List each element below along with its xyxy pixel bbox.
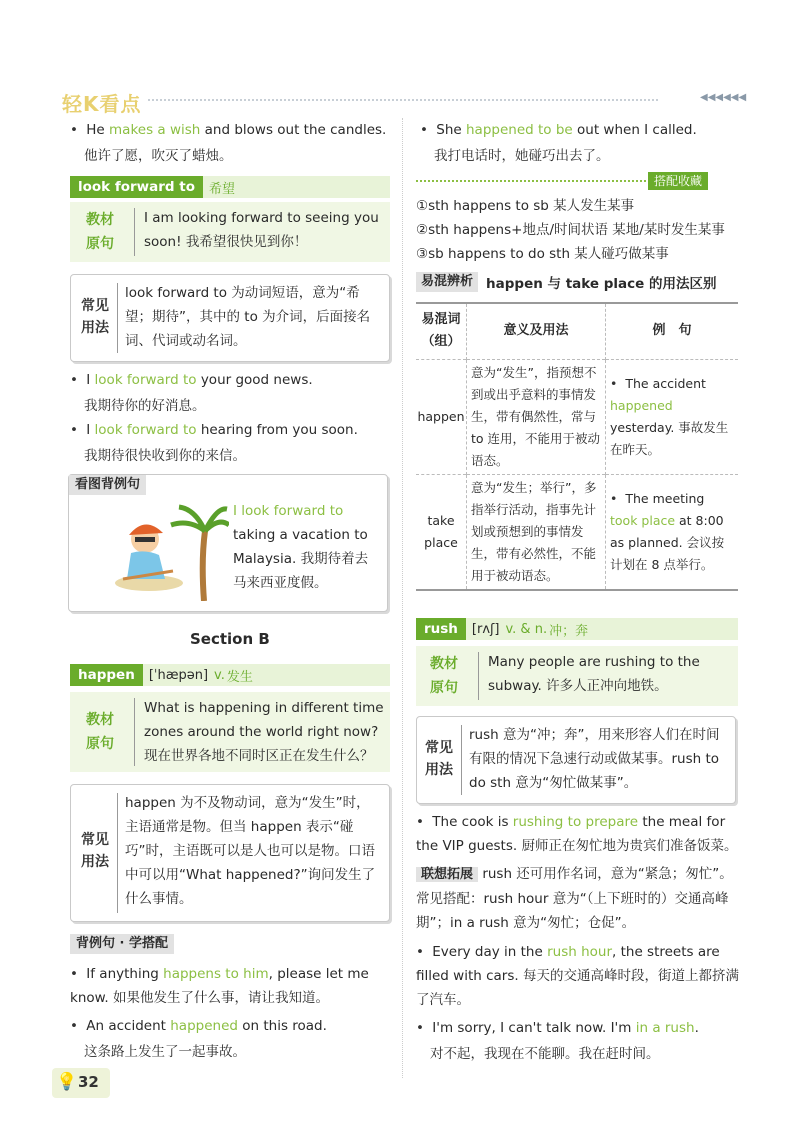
column-divider: [402, 118, 403, 1078]
usage-text: happen 为不及物动词，意为“发生”时，主语通常是物。但当 happen 表示“碰巧”时，主语既可以是人也可以是物。口语中可以用“What happened?”询问发生了什么事情。: [125, 795, 376, 907]
page-number: 32: [78, 1073, 99, 1091]
lightbulb-icon: 💡: [56, 1072, 78, 1092]
example-translation: 对不起，我现在不能聊。我在赶时间。: [430, 1046, 660, 1062]
vocab-meaning: 发生: [226, 669, 253, 685]
section-title: Section B: [190, 630, 270, 648]
usage-text: rush 意为“冲；奔”，用来形容人们在时间有限的情况下急速行动或做某事。rush to do sth 意为“匆忙做某事”。: [469, 727, 720, 791]
table-row: [416, 359, 738, 474]
vocab-tag: look forward to: [70, 176, 203, 198]
usage-box: [70, 784, 390, 922]
collect-label: 搭配收藏: [648, 172, 708, 190]
example-sentence: • Every day in the rush hour, the streets are filled with cars. 每天的交通高峰时段，街道上都挤满了汽车。: [416, 940, 742, 1012]
header-arrows: ◀◀◀◀◀◀: [700, 92, 747, 103]
example-translation: 他许了愿，吹灭了蜡烛。: [84, 148, 233, 164]
vocab-meaning: 冲；奔: [549, 623, 589, 639]
picture-label: 看图背例句: [69, 475, 146, 495]
source-label: 教材 原句: [430, 656, 458, 696]
example-translation: 我期待很快收到你的来信。: [84, 448, 246, 464]
source-text: Many people are rushing to the subway. 许多人正冲向地铁。: [488, 654, 700, 694]
table-header: 易混词（组）: [416, 303, 467, 359]
vocab-meaning: 希望: [209, 181, 236, 197]
phonetic: [rʌʃ]: [471, 621, 500, 637]
picture-example-box: [68, 474, 388, 612]
compare-header: [416, 272, 738, 292]
example-sentence: • If anything happens to him, please let me know. 如果他发生了什么事，请让我知道。: [70, 962, 390, 1010]
source-text: I am looking forward to seeing you soon! 我希望很快见到你！: [144, 210, 379, 250]
part-of-speech: v. & n.: [505, 621, 548, 637]
compare-label: 易混辨析: [416, 272, 478, 292]
usage-label: 常见 用法: [425, 740, 453, 778]
usage-box: [416, 716, 736, 804]
example-translation: 这条路上发生了一起事故。: [84, 1044, 246, 1060]
compare-table: [416, 302, 738, 591]
header-dotted-rule: [148, 99, 658, 101]
vocab-tag: happen: [70, 664, 143, 686]
example-sentence: • She happened to be out when I called.: [420, 118, 740, 142]
table-header: 例 句: [652, 323, 692, 339]
table-cell-word: happen: [416, 359, 467, 474]
pattern-item: ②sth happens+地点/时间状语 某地/某时发生某事: [416, 222, 725, 238]
table-cell-usage: 意为“发生；举行”，多指举行活动，指事先计划或预想到的事情发生，带有必然性，不能用于被动语态。: [467, 474, 606, 590]
vocab-tag-bar: [416, 618, 738, 640]
table-cell-example: • The meeting took place at 8:00 as planned. 会议按计划在 8 点举行。: [606, 474, 739, 590]
page-number-badge: [52, 1068, 110, 1098]
divider: [117, 793, 118, 913]
source-label: 教材 原句: [86, 712, 114, 752]
example-sentence: • The cook is rushing to prepare the meal for the VIP guests. 厨师正在匆忙地为贵宾们准备饭菜。: [416, 810, 742, 858]
source-text: What is happening in different time zones around the world right now? 现在世界各地不同时区正在发生什么？: [144, 700, 384, 764]
table-header: 意义及用法: [467, 303, 606, 359]
extend-label: 联想拓展: [416, 867, 478, 882]
table-cell-word: take place: [416, 474, 467, 590]
header-logo-text: 轻K看点: [62, 92, 142, 116]
example-sentence: • An accident happened on this road.: [70, 1014, 390, 1038]
table-cell-usage: 意为“发生”，指预想不到或出乎意料的事情发生，带有偶然性，常与 to 连用，不能用于被动语态。: [467, 359, 606, 474]
extend-paragraph: 联想拓展 rush 还可用作名词，意为“紧急；匆忙”。常见搭配：rush hour 意为“（上下班时的）交通高峰期”；in a rush 意为“匆忙；仓促”。: [416, 866, 733, 931]
table-cell-example: • The accident happened yesterday. 事故发生在昨天。: [606, 359, 739, 474]
collocation-label: 背例句 · 学搭配: [70, 934, 174, 954]
source-sentence-box: [70, 202, 390, 262]
usage-label: 常见 用法: [81, 298, 109, 336]
vocab-tag-bar: [70, 176, 390, 198]
phonetic: [ˈhæpən]: [148, 667, 209, 683]
collect-rule: [416, 180, 646, 182]
vocab-tag: rush: [416, 618, 466, 640]
example-sentence: • He makes a wish and blows out the candles.: [70, 118, 390, 142]
divider: [461, 725, 462, 795]
example-translation: 我期待你的好消息。: [84, 398, 206, 414]
pattern-item: ③sb happens to do sth 某人碰巧做某事: [416, 246, 669, 262]
vocab-tag-bar: [70, 664, 390, 686]
header-logo: [62, 88, 142, 117]
example-translation: 我打电话时，她碰巧出去了。: [434, 148, 610, 164]
divider: [117, 283, 118, 353]
part-of-speech: v.: [214, 667, 225, 683]
source-label: 教材 原句: [86, 212, 114, 252]
divider: [478, 652, 479, 700]
usage-box: [70, 274, 390, 362]
compare-title: happen 与 take place 的用法区别: [486, 276, 717, 292]
table-row: [416, 474, 738, 590]
source-sentence-box: [70, 692, 390, 772]
example-sentence: • I look forward to your good news.: [70, 368, 390, 392]
pattern-list: [416, 194, 746, 266]
divider: [134, 698, 135, 766]
picture-text: I look forward to taking a vacation to Malaysia. 我期待着去马来西亚度假。: [233, 503, 369, 591]
example-sentence: • I look forward to hearing from you soon.: [70, 418, 390, 442]
example-sentence: • I'm sorry, I can't talk now. I'm in a rush.: [416, 1016, 742, 1040]
divider: [134, 208, 135, 256]
pattern-item: ①sth happens to sb 某人发生某事: [416, 198, 635, 214]
usage-label: 常见 用法: [81, 832, 109, 870]
illustration: [109, 501, 229, 601]
source-sentence-box: [416, 646, 738, 706]
usage-text: look forward to 为动词短语，意为“希望；期待”，其中的 to 为介词，后面接名词、代词或动名词。: [125, 285, 371, 349]
